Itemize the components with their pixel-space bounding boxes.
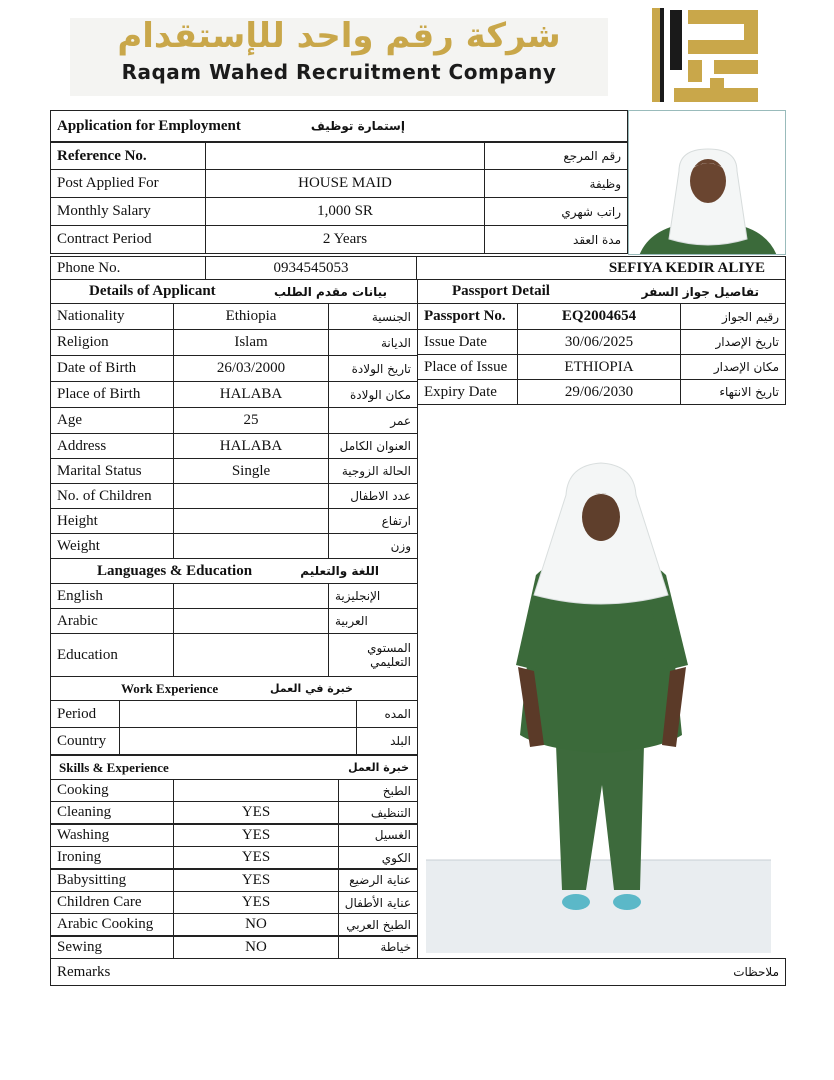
language-row-value [173,608,329,634]
passport-heading [417,279,786,304]
work-row-value [119,700,357,728]
languages-heading-ar: اللغة والتعليم [300,564,379,578]
reference-label: Reference No. [50,142,206,170]
languages-heading-en: Languages & Education [97,562,253,579]
applicant-portrait-photo [628,110,786,255]
applicant-row-label: Place of Birth [50,381,174,408]
applicant-row-label: No. of Children [50,483,174,509]
language-row-label: English [50,583,174,609]
expiry-date-label-ar: تاريخ الانتهاء [680,379,786,405]
skills-heading-ar: خبرة العمل [348,761,409,774]
issue-date-value: 30/06/2025 [517,329,681,355]
applicant-row-value: Single [173,458,329,484]
place-of-issue-value: ETHIOPIA [517,354,681,380]
phone-label: Phone No. [50,256,206,280]
issue-date-label: Issue Date [417,329,518,355]
skills-heading [50,755,418,780]
language-row-value [173,583,329,609]
skill-row-label: Children Care [50,891,174,914]
passport-heading-en: Passport Detail [452,283,550,299]
passport-no-value: EQ2004654 [517,303,681,330]
place-of-issue-label-ar: مكان الإصدار [680,354,786,380]
work-heading-en: Work Experience [121,680,219,696]
company-name-arabic: شركة رقم واحد للإستقدام [117,16,561,56]
applicant-full-body-photo [426,405,786,953]
form-title-ar: إستمارة توظيف [310,119,405,133]
applicant-row-label-ar: وزن [328,533,418,559]
salary-value: 1,000 SR [205,197,485,226]
skill-row-label-ar: الكوي [338,846,418,869]
skill-row-label: Cleaning [50,801,174,824]
applicant-row-label: Height [50,508,174,534]
applicant-heading [50,279,418,304]
applicant-row-value: Islam [173,329,329,356]
skill-row-value: YES [173,869,339,892]
applicant-row-label: Nationality [50,303,174,330]
language-row-label-ar: العربية [328,608,418,634]
work-row-label: Country [50,727,120,755]
applicant-row-value: Ethiopia [173,303,329,330]
applicant-row-label-ar: ارتفاع [328,508,418,534]
work-row-label: Period [50,700,120,728]
applicant-row-label-ar: تاريخ الولادة [328,355,418,382]
applicant-row-value: HALABA [173,433,329,459]
company-name-english: Raqam Wahed Recruitment Company [121,60,557,84]
skill-row-label-ar: الغسيل [338,824,418,847]
skill-row-label-ar: الطبخ العربي [338,913,418,936]
issue-date-label-ar: تاريخ الإصدار [680,329,786,355]
applicant-row-label-ar: عمر [328,407,418,434]
phone-value: 0934545053 [205,256,417,280]
applicant-row-value: HALABA [173,381,329,408]
work-row-label-ar: البلد [356,727,418,755]
work-heading-ar: خبرة في العمل [269,682,353,695]
language-row-label-ar: الإنجليزية [328,583,418,609]
applicant-row-label: Religion [50,329,174,356]
applicant-row-label: Date of Birth [50,355,174,382]
skill-row-value: YES [173,846,339,869]
post-value: HOUSE MAID [205,169,485,198]
applicant-row-label-ar: العنوان الكامل [328,433,418,459]
contract-value: 2 Years [205,225,485,254]
remarks-label: Remarks [57,963,111,980]
applicant-heading-en: Details of Applicant [89,283,216,299]
applicant-row-label: Address [50,433,174,459]
applicant-row-value [173,508,329,534]
skill-row-value: YES [173,824,339,847]
salary-label: Monthly Salary [50,197,206,226]
applicant-row-label-ar: عدد الاطفال [328,483,418,509]
skill-row-label-ar: الطبخ [338,779,418,802]
reference-value [205,142,485,170]
applicant-row-label-ar: مكان الولادة [328,381,418,408]
applicant-row-label-ar: الجنسية [328,303,418,330]
remarks-label-ar: ملاحظات [733,965,779,979]
applicant-row-label-ar: الحالة الزوجية [328,458,418,484]
skill-row-label: Sewing [50,936,174,959]
skill-row-label-ar: عناية الأطفال [338,891,418,914]
skill-row-value: YES [173,801,339,824]
work-row-label-ar: المده [356,700,418,728]
passport-no-label: Passport No. [417,303,518,330]
work-row-value [119,727,357,755]
applicant-row-value: 25 [173,407,329,434]
skill-row-label-ar: خياطة [338,936,418,959]
applicant-row-value [173,533,329,559]
skill-row-value: NO [173,936,339,959]
expiry-date-label: Expiry Date [417,379,518,405]
skill-row-label-ar: عناية الرضيع [338,869,418,892]
skill-row-value: NO [173,913,339,936]
remarks-row [50,958,786,986]
skill-row-label-ar: التنظيف [338,801,418,824]
language-row-label-ar: المستوي التعليمي [328,633,418,677]
languages-heading [50,558,418,584]
salary-label-ar: راتب شهري [484,197,628,226]
post-label-ar: وظيفة [484,169,628,198]
passport-no-label-ar: رقيم الجواز [680,303,786,330]
passport-heading-ar: تفاصيل جواز السفر [641,284,759,299]
company-logo [648,4,766,106]
applicant-row-value: 26/03/2000 [173,355,329,382]
language-row-label: Arabic [50,608,174,634]
applicant-row-value [173,483,329,509]
form-title-cell [50,110,628,142]
work-heading [50,676,418,701]
skill-row-label: Babysitting [50,869,174,892]
post-label: Post Applied For [50,169,206,198]
applicant-name: SEFIYA KEDIR ALIYE [416,256,786,280]
contract-label-ar: مدة العقد [484,225,628,254]
reference-label-ar: رقم المرجع [484,142,628,170]
skill-row-label: Ironing [50,846,174,869]
skill-row-label: Washing [50,824,174,847]
skill-row-value: YES [173,891,339,914]
skill-row-value [173,779,339,802]
applicant-row-label-ar: الديانة [328,329,418,356]
form-title-en: Application for Employment [57,117,241,134]
language-row-value [173,633,329,677]
contract-label: Contract Period [50,225,206,254]
applicant-row-label: Age [50,407,174,434]
skill-row-label: Cooking [50,779,174,802]
language-row-label: Education [50,633,174,677]
applicant-row-label: Weight [50,533,174,559]
place-of-issue-label: Place of Issue [417,354,518,380]
expiry-date-value: 29/06/2030 [517,379,681,405]
skill-row-label: Arabic Cooking [50,913,174,936]
applicant-heading-ar: بيانات مقدم الطلب [273,284,387,299]
skills-heading-en: Skills & Experience [59,759,169,775]
applicant-row-label: Marital Status [50,458,174,484]
